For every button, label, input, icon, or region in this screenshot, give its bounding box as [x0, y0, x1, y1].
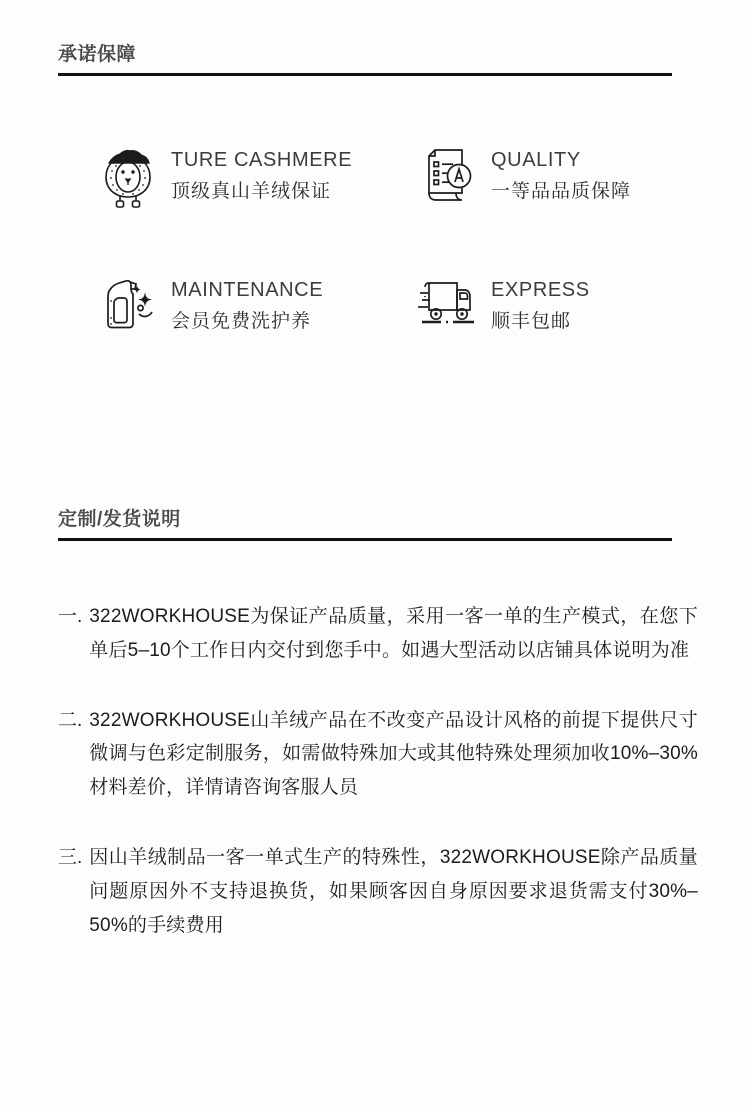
section-header-guarantee	[58, 44, 672, 76]
feature-cn-label: 一等品品质保障	[491, 181, 632, 202]
feature-cn-label: 顺丰包邮	[491, 311, 572, 332]
sheep-icon	[95, 140, 161, 208]
shipping-notes-list	[58, 600, 698, 979]
feature-en-label: EXPRESS	[491, 279, 590, 301]
note-item	[58, 704, 698, 805]
quality-certificate-icon	[415, 140, 481, 204]
note-item	[58, 841, 698, 942]
feature-en-label: TURE CASHMERE	[171, 149, 353, 171]
feature-en-label: MAINTENANCE	[171, 279, 324, 301]
section-rule-shipping	[58, 538, 672, 541]
section-header-shipping	[58, 509, 672, 541]
section-title-shipping: 定制/发货说明	[58, 509, 181, 530]
feature-grid	[95, 140, 695, 380]
feature-cn-label: 顶级真山羊绒保证	[171, 181, 332, 202]
feature-item-cashmere	[95, 140, 415, 270]
detergent-bottle-icon	[95, 270, 161, 332]
feature-item-quality	[415, 140, 695, 270]
note-text: 322WORKHOUSE为保证产品质量，采用一客一单的生产模式，在您下单后5–10个工作日内交付到您手中。如遇大型活动以店铺具体说明为准	[89, 606, 698, 661]
feature-labels	[161, 140, 352, 207]
feature-item-express	[415, 270, 695, 380]
feature-item-maintenance	[95, 270, 415, 380]
note-marker: 三.	[58, 847, 83, 869]
feature-labels	[481, 270, 590, 337]
section-title-guarantee: 承诺保障	[58, 44, 137, 65]
feature-labels	[481, 140, 631, 207]
note-marker: 一.	[58, 606, 83, 627]
feature-en-label: QUALITY	[491, 149, 581, 171]
note-text: 因山羊绒制品一客一单式生产的特殊性，322WORKHOUSE除产品质量问题原因外不支持退换货，如果顾客因自身原因要求退货需支付30%–50%的手续费用	[89, 847, 698, 936]
feature-cn-label: 会员免费洗护养	[171, 311, 312, 332]
note-item	[58, 600, 698, 668]
delivery-truck-icon	[415, 270, 481, 326]
feature-labels	[161, 270, 323, 337]
section-rule-guarantee	[58, 73, 672, 76]
note-marker: 二.	[58, 709, 83, 731]
note-text: 322WORKHOUSE山羊绒产品在不改变产品设计风格的前提下提供尺寸微调与色彩定制服务，如需做特殊加大或其他特殊处理须加收10%–30%材料差价，详情请咨询客服人员	[89, 709, 698, 799]
